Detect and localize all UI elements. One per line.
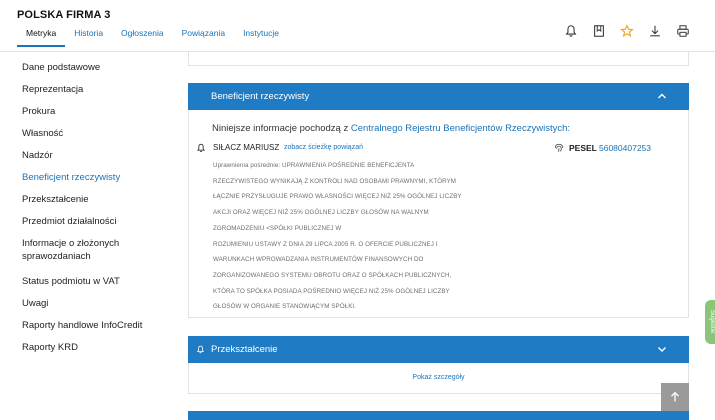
sidebar-item-vat[interactable]: Status podmiotu w VAT <box>22 276 120 287</box>
print-icon[interactable] <box>675 23 691 39</box>
sidebar-item-uwagi[interactable]: Uwagi <box>22 298 49 309</box>
permissions-line: ŁĄCZNIE PRZYSŁUGUJE PRAWO WŁASNOŚCI WIĘCEJ NIŻ 25% OGÓLNEJ LICZBY <box>213 193 462 201</box>
sidebar-item-sprawozdania[interactable]: Informacje o złożonych sprawozdaniach <box>22 238 120 262</box>
bell-icon[interactable] <box>196 143 206 153</box>
sidebar-nav <box>0 52 180 420</box>
sidebar-item-wlasnosc[interactable]: Własność <box>22 128 64 139</box>
show-details-link[interactable]: Pokaż szczegóły <box>412 374 465 381</box>
tab-historia[interactable]: Historia <box>74 28 104 38</box>
scroll-to-top-button[interactable] <box>661 383 689 411</box>
chevron-up-icon[interactable] <box>657 91 667 101</box>
permissions-line: AKCJI ORAZ WIĘCEJ NIŻ 25% OGÓLNEJ LICZBY GŁOSÓW NA WALNYM <box>213 209 429 217</box>
sidebar-item-reprezentacja[interactable]: Reprezentacja <box>22 84 84 95</box>
permissions-line: ZORGANIZOWANEGO SYSTEMU OBROTU ORAZ O SPÓŁKACH PUBLICZNYCH, <box>213 271 452 279</box>
transformation-panel-header[interactable] <box>188 336 689 363</box>
permissions-line: ZGROMADZENIU <SPÓŁKI PUBLICZNEJ W <box>213 224 342 232</box>
permissions-text <box>213 158 483 315</box>
company-name: POLSKA FIRMA 3 <box>17 9 111 21</box>
permissions-line: KTÓRA TO SPÓŁKA POSIADA POŚREDNIO WIĘCEJ NIŻ 25% OGÓLNEJ LICZBY <box>213 287 450 295</box>
sidebar-item-prokura[interactable]: Prokura <box>22 106 56 117</box>
permissions-line: WARUNKACH WPROWADZANIA INSTRUMENTÓW FINANSOWYCH DO <box>213 256 424 264</box>
next-panel-header[interactable] <box>188 411 689 420</box>
connection-path-link[interactable]: zobacz ścieżkę powiązań <box>284 144 363 151</box>
sidebar-item-krd[interactable]: Raporty KRD <box>22 342 78 353</box>
pesel-value: 56080407253 <box>599 143 652 153</box>
permissions-line: Uprawnienia pośrednie: UPRAWNIENIA POŚREDNIE BENEFICJENTA <box>213 162 415 169</box>
bell-icon[interactable] <box>196 345 205 354</box>
sidebar-item-infocredit[interactable]: Raporty handlowe InfoCredit <box>22 320 143 331</box>
bookmark-icon[interactable] <box>591 23 607 39</box>
tab-instytucje[interactable]: Instytucje <box>243 28 279 38</box>
permissions-line: RZECZYWISTEGO WYNIKAJĄ Z KONTROLI NAD OSOBAMI PRAWNYMI, KTÓRYM <box>213 177 457 185</box>
tab-powiazania[interactable]: Powiązania <box>181 28 226 38</box>
beneficiary-name: SIŁACZ MARIUSZ <box>213 143 280 152</box>
transformation-panel-title: Przekształcenie <box>211 344 278 355</box>
transformation-panel-body <box>188 363 689 394</box>
beneficiary-panel-body <box>188 110 689 318</box>
sidebar-item-nadzor[interactable]: Nadzór <box>22 150 53 161</box>
page-header <box>0 0 715 52</box>
fingerprint-icon <box>553 142 565 154</box>
beneficiary-panel-header[interactable] <box>188 83 689 110</box>
beneficiary-row <box>196 143 676 155</box>
tab-ogloszenia[interactable]: Ogłoszenia <box>121 28 164 38</box>
sidebar-item-przeksztalcenie[interactable]: Przekształcenie <box>22 194 89 205</box>
feedback-tab[interactable]: Sugestie <box>705 300 715 344</box>
sidebar-item-przedmiot[interactable]: Przedmiot działalności <box>22 216 117 227</box>
permissions-line: ROZUMIENIU USTAWY Z DNIA 29 LIPCA 2005 R. O OFERCIE PUBLICZNEJ I <box>213 240 438 248</box>
bell-icon[interactable] <box>563 23 579 39</box>
tab-metryka[interactable]: Metryka <box>17 26 65 47</box>
star-icon[interactable] <box>619 23 635 39</box>
beneficiary-panel-title: Beneficjent rzeczywisty <box>211 91 310 102</box>
intro-text: Niniejsze informacje pochodzą z <box>212 123 349 134</box>
top-tabs <box>17 26 288 47</box>
crbr-link[interactable]: Centralnego Rejestru Beneficjentów Rzeczywistych: <box>350 123 571 134</box>
sidebar-item-beneficjent[interactable]: Beneficjent rzeczywisty <box>22 172 121 183</box>
beneficiary-intro <box>212 123 570 134</box>
sidebar-item-dane-podstawowe[interactable]: Dane podstawowe <box>22 62 101 73</box>
previous-card <box>188 52 689 66</box>
header-actions <box>563 23 691 39</box>
arrow-up-icon <box>668 390 682 404</box>
pesel-label: PESEL <box>569 143 597 153</box>
permissions-line: GŁOSÓW W ORGANIE STANOWIĄCYM SPÓŁKI. <box>213 303 357 311</box>
chevron-down-icon[interactable] <box>657 344 667 354</box>
download-icon[interactable] <box>647 23 663 39</box>
